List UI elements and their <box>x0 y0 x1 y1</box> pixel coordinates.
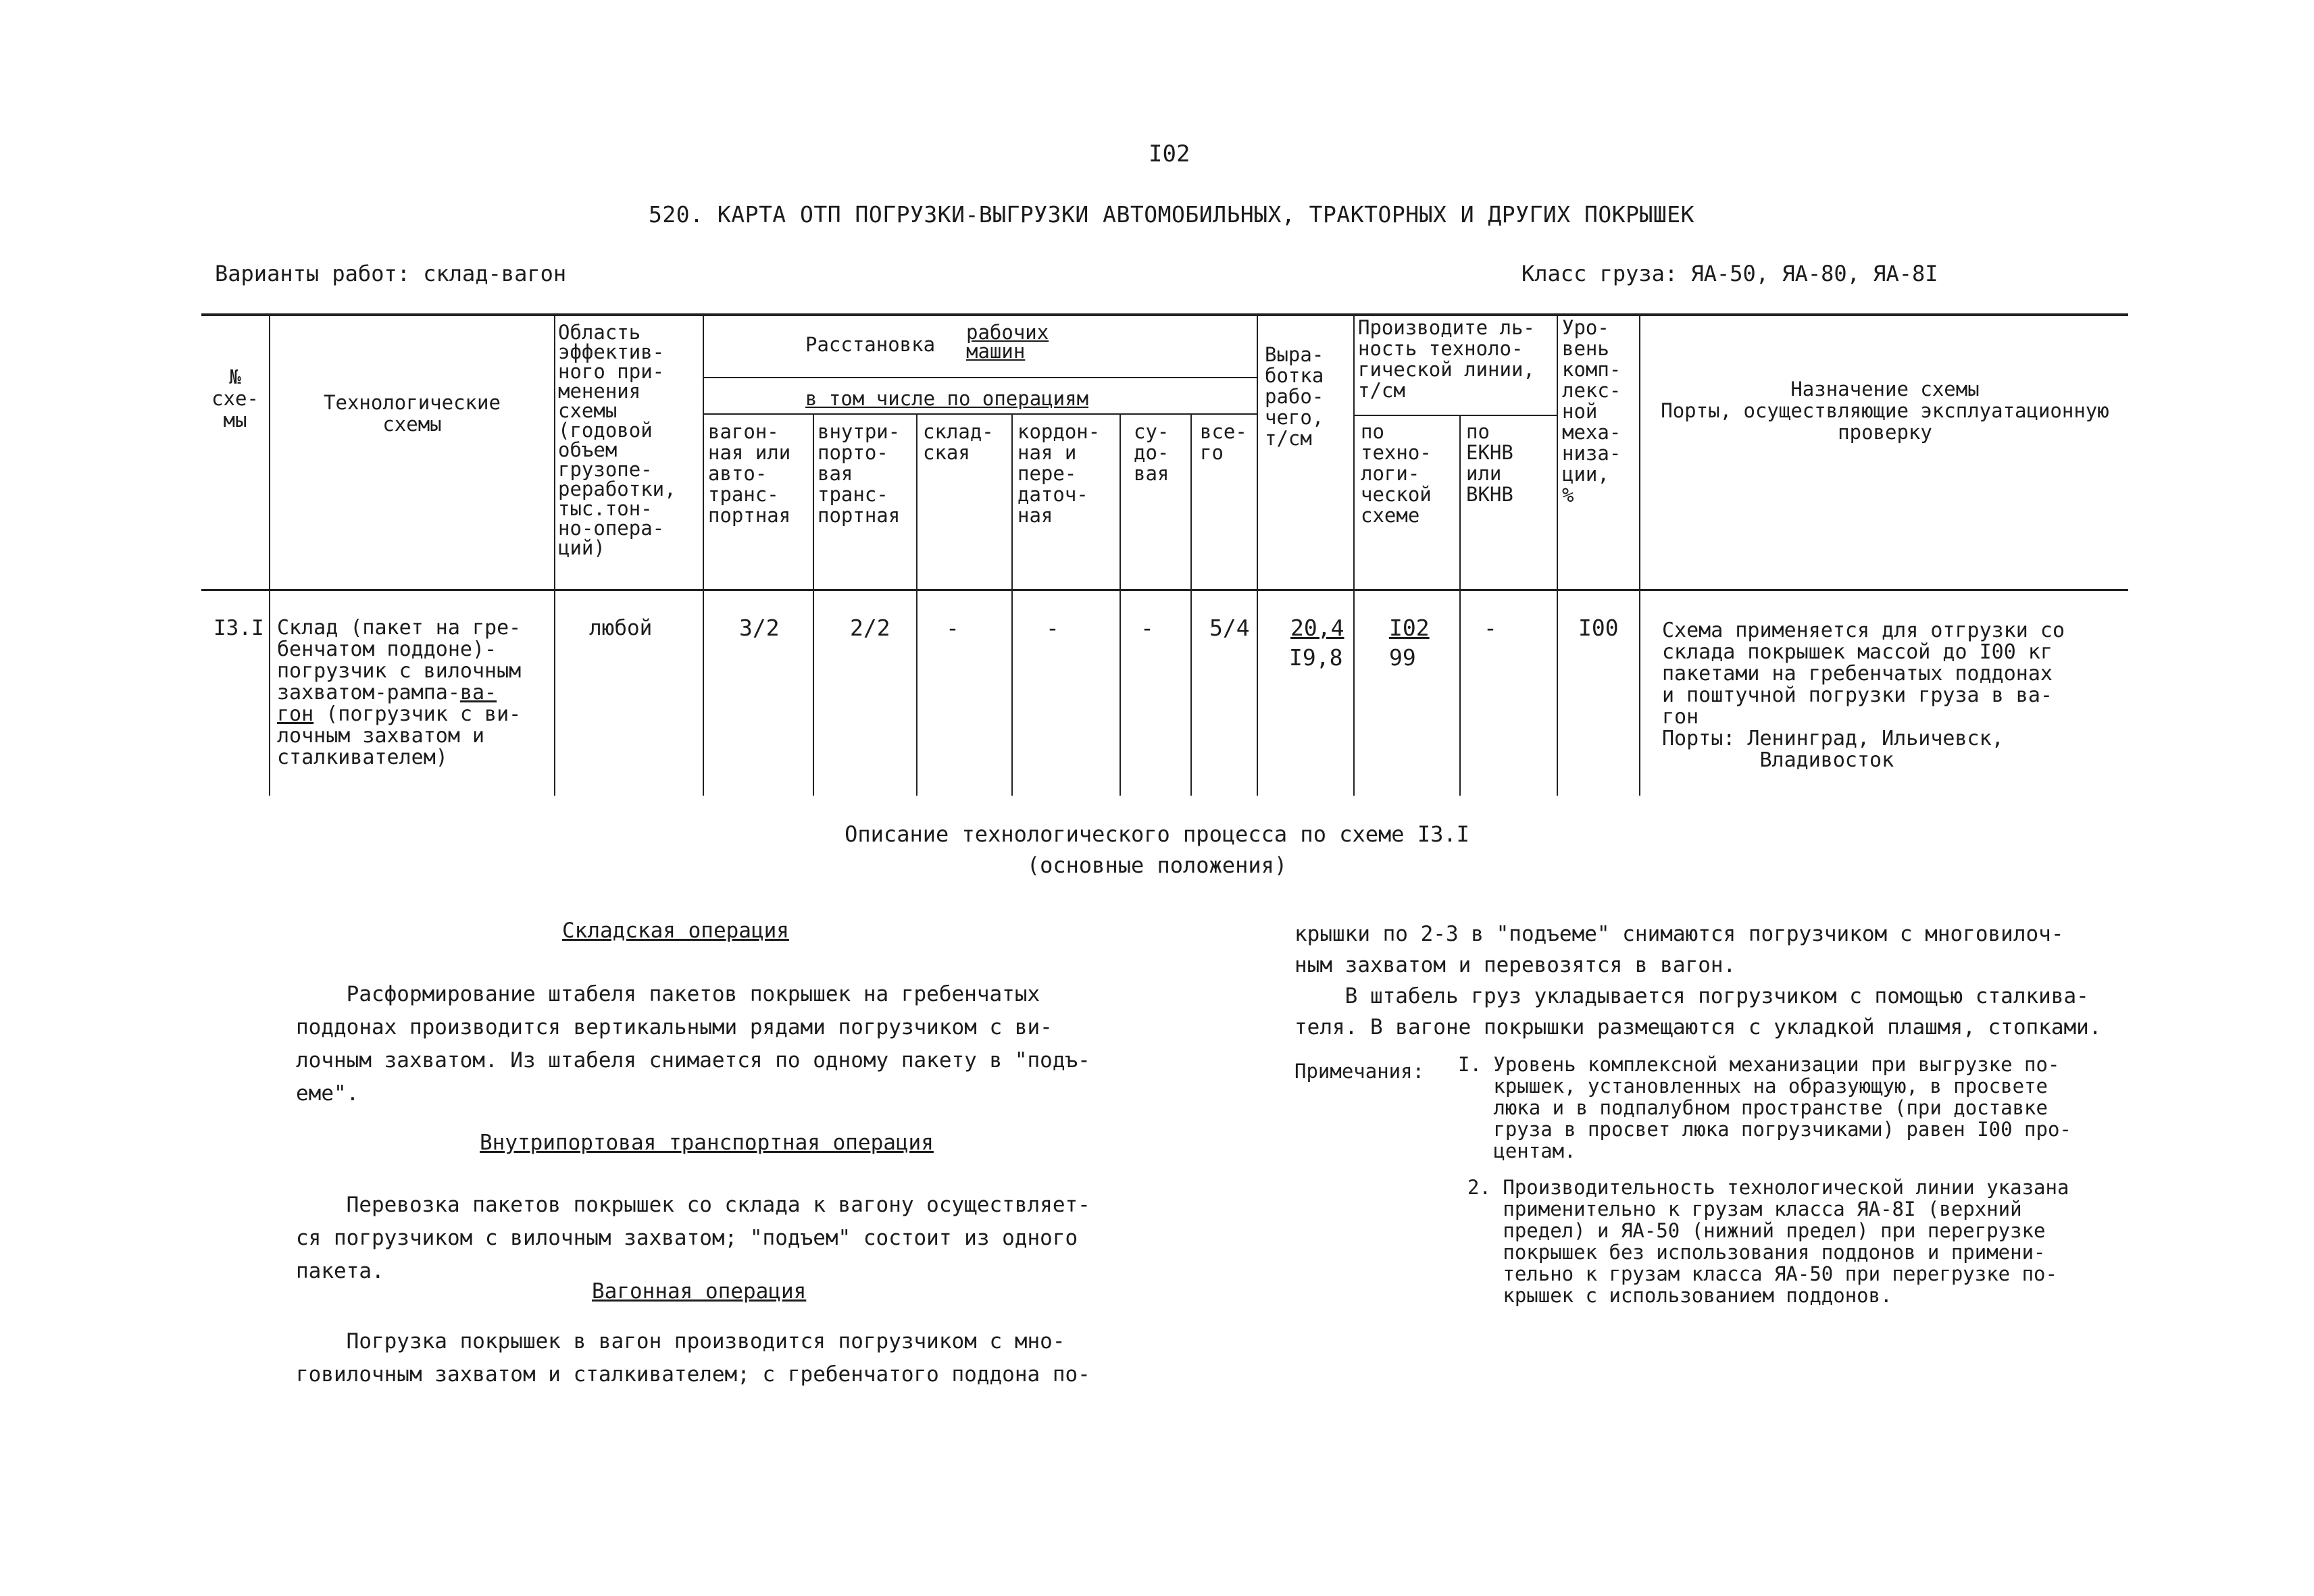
row-op-warehouse: - <box>946 615 959 641</box>
header-purpose: Назначение схемы Порты, осуществляющие эксплуатационную проверку <box>1661 378 2109 444</box>
page-title: 520. КАРТА ОТП ПОГРУЗКИ-ВЫГРУЗКИ АВТОМОБИЛЬНЫХ, ТРАКТОРНЫХ И ДРУГИХ ПОКРЫШЕК <box>649 201 1694 228</box>
notes-label: Примечания: <box>1294 1060 1425 1083</box>
header-incl-ops: в том числе по операциям <box>805 387 1089 410</box>
internal-heading: Внутрипортовая транспортная операция <box>480 1131 934 1155</box>
row-purpose: Схема применяется для отгрузки со склада покрышек массой до I00 кг пакетами на гребенчатых поддонах и поштучной погрузки груза в ва- гон Порты: Ленинград, Ильичевск, Владивосток <box>1662 619 2065 772</box>
warehouse-heading: Складская операция <box>562 919 789 943</box>
header-productivity: Производите ль- ность техноло- гической линии, т/см <box>1358 316 1535 402</box>
row-op-wagon: 3/2 <box>739 615 780 641</box>
row-mech-level: I00 <box>1578 615 1619 641</box>
header-output: Выра- ботка рабо- чего, т/см <box>1265 343 1324 450</box>
wagon-text: Погрузка покрышек в вагон производится погрузчиком с мно- говилочным захватом и сталкивателем; с гребенчатого поддона по- <box>296 1329 1090 1387</box>
header-tech-schemes: Технологические схемы <box>324 391 501 436</box>
work-variant: Варианты работ: склад-вагон <box>215 261 567 286</box>
header-placement-text: Расстановка <box>805 333 936 356</box>
row-op-total: 5/4 <box>1209 615 1250 641</box>
header-placement-machines: рабочих машин <box>966 321 1049 363</box>
header-prod-eknv: по ЕКНВ или ВКНВ <box>1466 420 1513 506</box>
note-1: I. Уровень комплексной механизации при выгрузке по- крышек, установленных на образующую, в просвете люка и в подпалубном пространстве (при доставке груза в просвет люка погрузчиками) равен I00 про- центам. <box>1458 1053 2071 1162</box>
row-tech-scheme-text: Склад (пакет на гре- бенчатом поддоне)- погрузчик с вилочным захватом-рампа- <box>277 616 522 704</box>
row-op-ship: - <box>1140 615 1154 641</box>
description-subtitle: (основные положения) <box>1026 852 1288 878</box>
row-output-top: 20,4 <box>1290 615 1344 641</box>
header-op-wagon: вагон- ная или авто- транс- портная <box>708 420 791 527</box>
row-prod-scheme-bottom: 99 <box>1389 644 1416 671</box>
page-number: I02 <box>1149 140 1190 168</box>
header-op-total: все- го <box>1200 420 1247 464</box>
header-scheme-no: № схе- мы <box>211 365 259 432</box>
row-prod-scheme-top: I02 <box>1389 615 1430 641</box>
header-op-ship: су- до- вая <box>1134 420 1169 485</box>
row-tech-scheme-wagon1: ва- <box>459 681 497 704</box>
row-tech-scheme <box>277 617 521 769</box>
note-2: 2. Производительность технологической линии указана применительно к грузам класса ЯА-8I (верхний предел) и ЯА-50 (нижний предел) при перегрузке покрышек без использования поддонов и примени- тельно к грузам класса ЯА-50 при перегрузке по- крышек с использованием поддонов. <box>1467 1176 2069 1307</box>
warehouse-text: Расформирование штабеля пакетов покрышек на гребенчатых поддонах производится вертикальными рядами погрузчиком с ви- лочным захватом. Из штабеля снимается по одному пакету в "подъ- еме". <box>296 982 1090 1106</box>
cargo-class: Класс груза: ЯА-50, ЯА-80, ЯА-8I <box>1521 261 1938 286</box>
row-scope: любой <box>589 616 653 640</box>
wagon-heading: Вагонная операция <box>592 1279 807 1304</box>
header-mech-level: Уро- вень комп- лекс- ной меха- низа- ции, % <box>1562 316 1621 507</box>
row-prod-eknv: - <box>1484 615 1497 641</box>
header-op-internal: внутри- порто- вая транс- портная <box>818 420 901 527</box>
header-op-cordon: кордон- ная и пере- даточ- ная <box>1017 420 1101 527</box>
row-scheme-no: I3.I <box>213 616 264 640</box>
row-op-internal: 2/2 <box>850 615 890 641</box>
row-tech-scheme-rest: (погрузчик с ви- лочным захватом и сталкивателем) <box>277 702 522 769</box>
row-output-bottom: I9,8 <box>1289 644 1343 671</box>
row-op-cordon: - <box>1046 615 1059 641</box>
internal-text: Перевозка пакетов покрышек со склада к вагону осуществляет- ся погрузчиком с вилочным захватом; "подъем" состоит из одного пакета. <box>296 1193 1090 1283</box>
header-placement <box>805 334 935 355</box>
header-op-warehouse: склад- ская <box>923 420 994 464</box>
header-scope: Область эффектив- ного при- менения схемы (годовой объем грузопе- реработки, тыс.тон- но-опера- ций) <box>558 321 676 559</box>
right-column-text: крышки по 2-3 в "подъеме" снимаются погрузчиком с многовилоч- ным захватом и перевозятся в вагон. В штабель груз укладывается погрузчиком с помощью сталкива- теля. В вагоне покрышки размещаются с укладкой плашмя, стопками. <box>1294 922 2102 1039</box>
header-prod-scheme: по техно- логи- ческой схеме <box>1361 420 1432 527</box>
description-title: Описание технологического процесса по схеме I3.I <box>845 821 1469 847</box>
row-tech-scheme-wagon2: гон <box>277 702 314 726</box>
